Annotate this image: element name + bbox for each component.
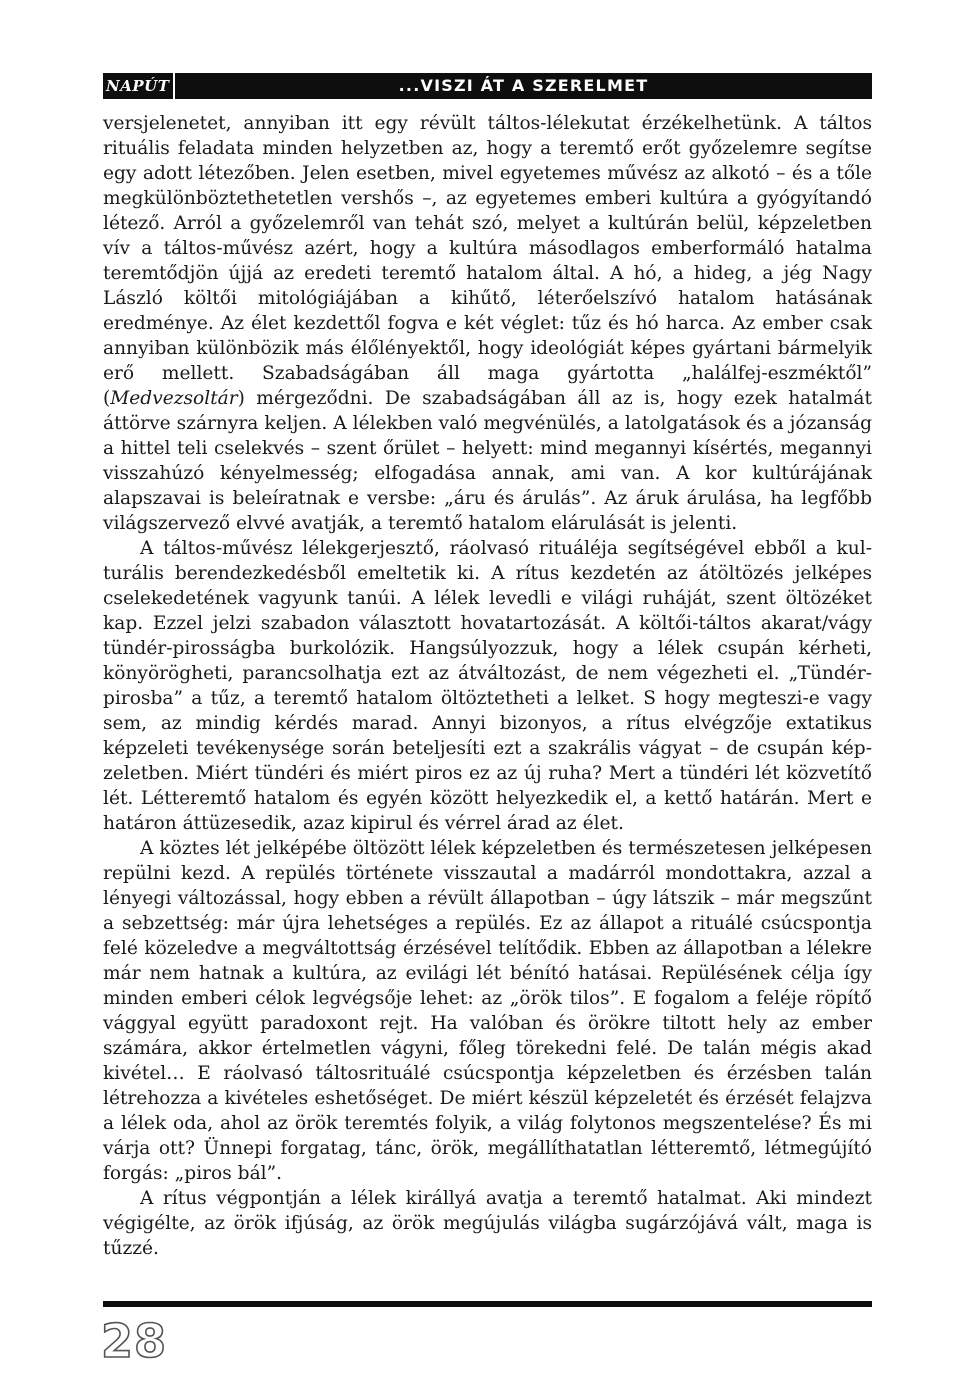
footer-rule bbox=[103, 1301, 872, 1307]
paragraph-4: A rítus végpontján a lélek királlyá avatja a teremtő hatalmat. Aki mindezt végigélte, az örök ifjúság, az örök megújulás világba sugárzójává vált, maga is tűzzé. bbox=[103, 1188, 872, 1259]
article-body bbox=[103, 111, 872, 1261]
paragraph-2: A táltos-művész lélekgerjesztő, ráolvasó rituáléja segítségével ebből a kulturális berendezkedésből emeltetik ki. A rítus kezdetén az átöltözés jelképes cselekedetének vagyunk tanúi. A lélek levedli e világi ruháját, szent öltözéket kap. Ezzel jelzi szabadon választott hovatartozását. A költői-táltos akarat/vágy tündér-pirosságba burkolózik. Hangsúlyozzuk, hogy a lélek csupán kérheti, könyörögheti, parancsolhatja ezt az átváltozást, de nem végezheti el. „Tündér-pirosba” a tűz, a teremtő hatalom öltöztetheti a lelket. S hogy megteszi-e vagy sem, az mindig kérdés marad. Annyi bizonyos, a rítus elvégzője extatikus képzeleti tevékenysége során beteljesíti ezt a szakrális vágyat – de csupán képzeletben. Miért tündéri és miért piros ez az új ruha? Mert a tündéri lét közvetítő lét. Létteremtő hatalom és egyén között helyezkedik el, a kettő határán. Mert e határon áttüzesedik, azaz kipirul és vérrel árad az élet. bbox=[103, 538, 872, 834]
running-header bbox=[103, 73, 872, 99]
paragraph-1 bbox=[103, 111, 872, 536]
paragraph-1-text-a: versjelenetet, annyiban itt egy révült táltos-lélekutat érzékelhetünk. A táltos rituális feladata minden helyzetben az, hogy a teremtő erőt győzelemre segítse egy adott létezőben. Jelen esetben, mivel egyetemes művész az alkotó – és a tőle megkülönböztethetetlen vershős –, az egyetemes emberi kultúra a gyógyítandó létező. Arról a győzelemről van tehát szó, melyet a kultúrán belül, képzeletben vív a táltos-művész azért, hogy a kultúra másodlagos emberformáló hatalma teremtődjön újjá az eredeti teremtő hatalom által. A hó, a hideg, a jég Nagy László költői mitológiájában a kihűtő, léterőelszívó hatalom hatásának eredménye. Az élet kezdettől fogva e két véglet: tűz és hó harca. Az ember csak annyiban különbözik más élőlényektől, hogy ideológiát képes gyártani bármelyik erő mellett. Szabadságában áll maga gyártotta „halálfej-eszméktől” ( bbox=[103, 113, 872, 409]
paragraph-1-text-b: ) mérgeződni. De szabadságában áll az is, hogy ezek hatalmát áttörve szárnyra keljen. A lélekben való megvénülés, a latolgatások és a józanság a hittel teli cselekvés – szent őrület – helyett: mind megannyi kísértés, megannyi visszahúzó kényelmesség; elfogadása annak, ami van. A kor kultúrájának alapszavai is beleíratnak e versbe: „áru és árulás”. Az áruk árulása, ha legfőbb világszervező elvvé avatják, a teremtő hatalom elárulását is jelenti. bbox=[103, 388, 872, 534]
poem-title-medvezsoltar: Medvezsoltár bbox=[110, 388, 238, 409]
page-number: 28 bbox=[101, 1314, 168, 1368]
journal-logo: NAPÚT bbox=[103, 73, 175, 99]
running-title: ...VISZI ÁT A SZERELMET bbox=[398, 76, 649, 95]
paragraph-3: A köztes lét jelképébe öltözött lélek képzeletben és természetesen jelképesen repülni kezd. A repülés története visszautal a madárról mondottakra, azzal a lényegi változással, hogy ebben a révült állapotban – úgy látszik – már megszűnt a sebzettség: már újra lehetséges a repülés. Ez az állapot a rituálé csúcspontja felé közeledve a megváltottság érzésével telítődik. Ebben az állapotban a lélekre már nem hatnak a kultúra, az evilági lét bénító hatásai. Repülésének célja így minden emberi célok legvégsője lehet: az „örök tilos”. E fogalom a feléje röpítő vággyal együtt paradoxont rejt. Ha valóban és örökre tiltott hely az ember számára, akkor értelmetlen vágyni, főleg törekedni felé. De talán mégis akad kivétel… E ráolvasó táltosrituálé csúcspontja képzeletben és érzésben talán létrehozza a kivételes eshetőséget. De miért készül képzeletét és érzését felajzva a lélek oda, ahol az örök teremtés folyik, a világ folytonos megszentelése? És mi várja ott? Ünnepi forgatag, tánc, örök, megállíthatatlan létteremtő, létmegújító forgás: „piros bál”. bbox=[103, 838, 872, 1184]
